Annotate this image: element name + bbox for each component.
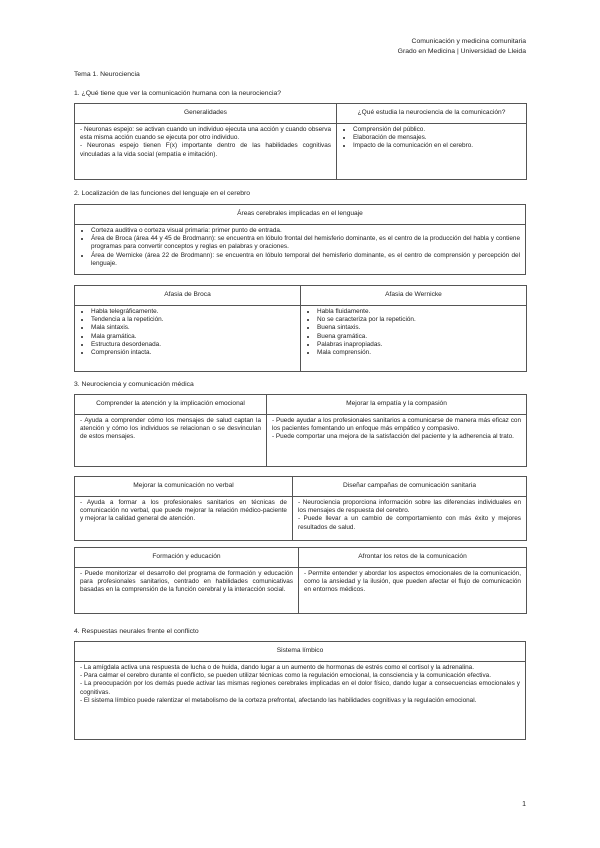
section-1-table bbox=[74, 103, 527, 180]
text-line: - El sistema límbico puede ralentizar el metabolismo de la corteza prefrontal, afectando las habilidades cognitivas y la regulación emocional. bbox=[80, 696, 477, 704]
list-item: • Palabras inapropiadas. bbox=[317, 341, 521, 349]
list-item: • Estructura desordenada. bbox=[91, 341, 295, 349]
neuro-studies-list bbox=[342, 126, 521, 151]
broca-header: Afasia de Broca bbox=[75, 286, 301, 306]
generalidades-cell bbox=[75, 123, 337, 179]
list-item: • Comprensión del público. bbox=[353, 126, 521, 134]
list-item: • Mala sintaxis. bbox=[91, 324, 295, 332]
text-line: - Neurociencia proporciona información sobre las diferencias individuales en los mensajes de respuesta del cerebro. bbox=[298, 498, 521, 514]
list-item: • Área de Wernicke (área 22 de Brodmann): se encuentra en lóbulo temporal del hemisferio dominante, es el centro de comprensión y percepción del lenguaje. bbox=[91, 252, 520, 269]
text-line: - Para calmar el cerebro durante el conflicto, se pueden utilizar técnicas como la regulación emocional, la consciencia y la comunicación efectiva. bbox=[80, 671, 491, 679]
broca-cell bbox=[75, 305, 301, 371]
list-item: • Tendencia a la repetición. bbox=[91, 316, 295, 324]
areas-cell bbox=[75, 224, 526, 274]
limbic-header: Sistema límbico bbox=[75, 642, 526, 662]
section-2-heading: 2. Localización de las funciones del lenguaje en el cerebro bbox=[74, 190, 251, 197]
s3-row3-table bbox=[74, 547, 527, 614]
campaigns-header: Diseñar campañas de comunicación sanitaria bbox=[293, 477, 527, 497]
text-line: - Puede comportar una mejora de la satisfacción del paciente y la adherencia al trato. bbox=[272, 433, 514, 441]
list-item: • Mala gramática. bbox=[91, 333, 295, 341]
text-line: - Puede ayudar a los profesionales sanitarios a comunicarse de manera más eficaz con los pacientes fomentando un enfoque más empático y compasivo. bbox=[272, 416, 521, 432]
campaigns-cell bbox=[293, 496, 527, 540]
section-3-heading: 3. Neurociencia y comunicación médica bbox=[74, 381, 194, 388]
list-item: • Corteza auditiva o corteza visual primaria: primer punto de entrada. bbox=[91, 227, 520, 235]
text-line: - Neuronas espejo: se activan cuando un individuo ejecuta una acción y cuando observa esta misma acción cuando se ejecuta por otro individuo. bbox=[80, 125, 331, 141]
empathy-cell bbox=[267, 414, 527, 466]
page-number: 1 bbox=[522, 801, 526, 808]
challenges-cell bbox=[299, 567, 527, 613]
wernicke-list bbox=[306, 308, 521, 358]
list-item: • Mala comprensión. bbox=[317, 349, 521, 357]
text-line: - Ayuda a formar a los profesionales sanitarios en técnicas de comunicación no verbal, que puede mejorar la relación médico-paciente y mejorar la calidad general de atención. bbox=[80, 498, 287, 523]
empathy-header: Mejorar la empatía y la compasión bbox=[267, 395, 527, 415]
text-line: - Puede monitorizar el desarrollo del programa de formación y educación para profesionales sanitarios, centrado en habilidades comunicativas basadas en la comprensión de la función cerebral y la interacción social. bbox=[80, 569, 293, 594]
broca-list bbox=[80, 308, 295, 358]
areas-list bbox=[80, 227, 520, 269]
wernicke-header: Afasia de Wernicke bbox=[301, 286, 527, 306]
limbic-cell bbox=[75, 661, 526, 739]
list-item: • Área de Broca (área 44 y 45 de Brodmann): se encuentra en lóbulo frontal del hemisferio dominante, es el centro de la producción del habla y contiene programas para convertir conceptos y reglas en palabras y oraciones. bbox=[91, 235, 520, 252]
text-line: - La amígdala activa una respuesta de lucha o de huida, dando lugar a un aumento de hormonas de estrés como el cortisol y la adrenalina. bbox=[80, 663, 474, 671]
neuro-studies-cell bbox=[337, 123, 527, 179]
wernicke-cell bbox=[301, 305, 527, 371]
text-line: - Neuronas espejo tienen F(x) importante dentro de las habilidades cognitivas vinculadas a la vida social (empatía e imitación). bbox=[80, 142, 331, 158]
text-line: - La preocupación por los demás puede activar las mismas regiones cerebrales implicadas en el dolor físico, dando lugar a consecuencias emocionales y cognitivas. bbox=[80, 680, 520, 696]
list-item: • Habla telegráficamente. bbox=[91, 308, 295, 316]
areas-header: Áreas cerebrales implicadas en el lenguaje bbox=[75, 205, 526, 225]
limbic-table bbox=[74, 641, 526, 740]
s3-row1-table bbox=[74, 394, 527, 467]
generalidades-header: Generalidades bbox=[75, 104, 337, 124]
list-item: • Elaboración de mensajes. bbox=[353, 134, 521, 142]
training-header: Formación y educación bbox=[75, 548, 299, 568]
list-item: • No se caracteriza por la repetición. bbox=[317, 316, 521, 324]
text-line: - Permite entender y abordar los aspectos emocionales de la comunicación, como la ansiedad y la ilusión, que pueden afectar el flujo de comunicación en entornos médicos. bbox=[304, 569, 521, 594]
s3-row2-table bbox=[74, 476, 527, 541]
training-cell bbox=[75, 567, 299, 613]
page-header bbox=[398, 37, 526, 57]
areas-table bbox=[74, 204, 526, 275]
list-item: • Buena gramática. bbox=[317, 333, 521, 341]
section-4-heading: 4. Respuestas neurales frente el conflicto bbox=[74, 628, 199, 635]
degree-subtitle: Grado en Medicina | Universidad de Lleida bbox=[397, 48, 526, 55]
list-item: • Habla fluidamente. bbox=[317, 308, 521, 316]
nonverbal-header: Mejorar la comunicación no verbal bbox=[75, 477, 293, 497]
list-item: • Comprensión intacta. bbox=[91, 349, 295, 357]
challenges-header: Afrontar los retos de la comunicación bbox=[299, 548, 527, 568]
list-item: • Impacto de la comunicación en el cerebro. bbox=[353, 142, 521, 150]
attention-header: Comprender la atención y la implicación emocional bbox=[75, 395, 267, 415]
nonverbal-cell bbox=[75, 496, 293, 540]
course-title: Comunicación y medicina comunitaria bbox=[411, 38, 526, 45]
section-1-heading: 1. ¿Qué tiene que ver la comunicación humana con la neurociencia? bbox=[74, 90, 282, 97]
list-item: • Buena sintaxis. bbox=[317, 324, 521, 332]
text-line: - Puede llevar a un cambio de comportamiento con más éxito y mejores resultados de salud. bbox=[298, 515, 521, 531]
topic-title: Tema 1. Neurociencia bbox=[74, 71, 140, 78]
neuro-studies-header: ¿Qué estudia la neurociencia de la comunicación? bbox=[337, 104, 527, 124]
text-line: - Ayuda a comprender cómo los mensajes de salud captan la atención y cómo los individuos se relacionan o se desvinculan de estos mensajes. bbox=[80, 416, 261, 441]
aphasia-table bbox=[74, 285, 527, 372]
attention-cell bbox=[75, 414, 267, 466]
